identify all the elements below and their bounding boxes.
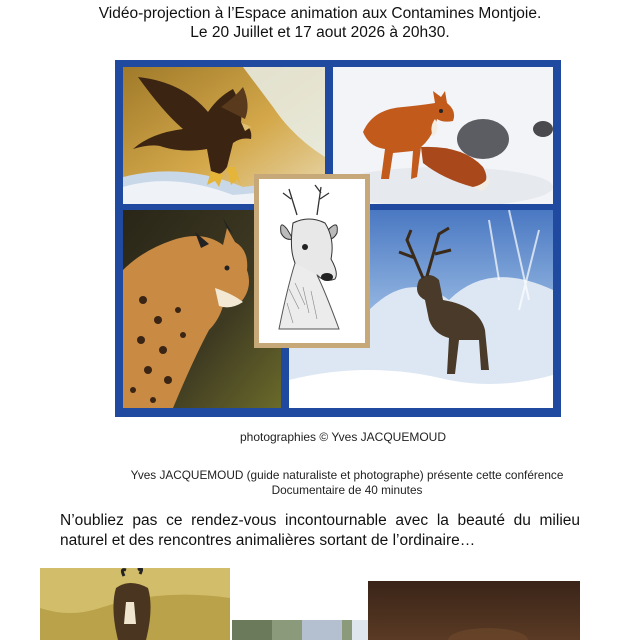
call-to-action-line1: N’oubliez pas ce rendez-vous incontournable avec la beauté du milieu bbox=[60, 512, 580, 529]
landscape-photo bbox=[232, 620, 388, 640]
photo-credit: photographies © Yves JACQUEMOUD bbox=[239, 430, 447, 444]
presenter-line: Yves JACQUEMOUD (guide naturaliste et photographe) présente cette conférence bbox=[130, 468, 564, 482]
chamois-photo bbox=[40, 568, 230, 640]
roe-deer-sketch bbox=[254, 174, 370, 348]
night-photo bbox=[368, 581, 580, 640]
call-to-action-line2: naturel et des rencontres animalières sortant de l’ordinaire… bbox=[60, 532, 476, 549]
event-venue-line: Vidéo-projection à l’Espace animation aux Contamines Montjoie. bbox=[98, 5, 542, 22]
photo-collage bbox=[115, 60, 561, 417]
duration-line: Documentaire de 40 minutes bbox=[271, 483, 423, 497]
event-dates-line: Le 20 Juillet et 17 aout 2026 à 20h30. bbox=[190, 24, 450, 41]
